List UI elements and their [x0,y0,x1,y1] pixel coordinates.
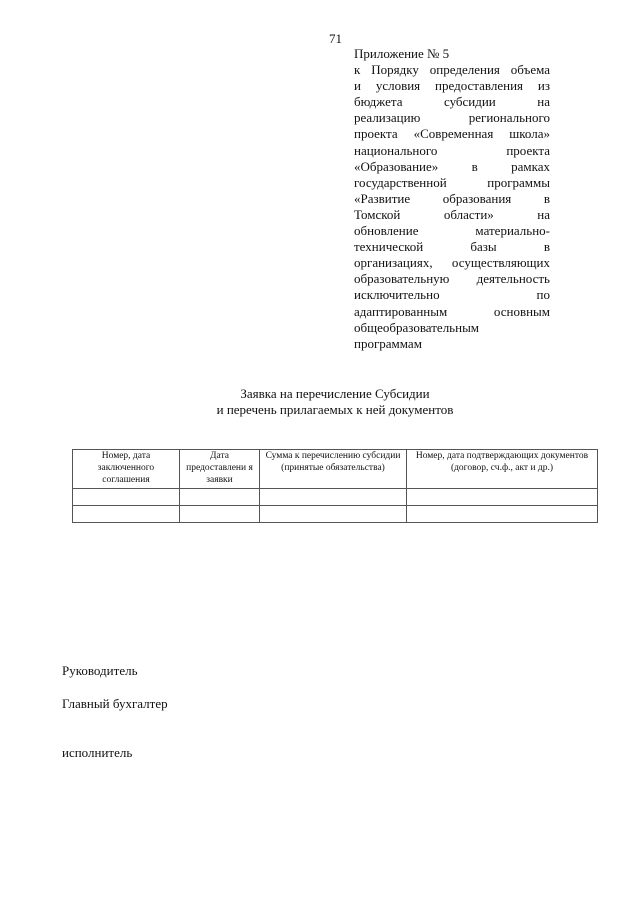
appendix-line: и условия предоставления из [354,78,550,94]
appendix-line: «Развитие образования в [354,190,550,206]
appendix-title: Приложение № 5 [354,46,450,61]
appendix-line: проекта «Современная школа» [354,126,550,142]
appendix-line: общеобразовательным [354,319,480,335]
appendix-line: бюджета субсидии на [354,94,550,110]
col-header-documents: Номер, дата подтверждающих документов (договор, сч.ф., акт и др.) [407,450,598,489]
appendix-line: организациях, осуществляющих [354,255,550,271]
signature-executor: исполнитель [62,745,133,760]
col-header-request-date: Дата предоставлени я заявки [180,450,260,489]
table-row [73,489,598,506]
appendix-line: обновление материально- [354,223,550,239]
heading-line-1: Заявка на перечисление Субсидии [240,386,430,401]
heading-line-2: и перечень прилагаемых к ней документов [216,402,454,417]
document-heading [0,386,640,418]
table-cell [180,489,260,506]
appendix-line: технической базы в [354,239,550,255]
appendix-line: реализацию регионального [354,110,550,126]
table-cell [73,489,180,506]
documents-table [72,449,598,523]
appendix-block [354,46,550,352]
appendix-line: национального проекта [354,142,550,158]
col-header-agreement: Номер, дата заключенного соглашения [73,450,180,489]
table-cell [260,506,407,523]
signature-chief-accountant: Главный бухгалтер [62,696,168,711]
appendix-line: программам [354,335,422,351]
table-cell [407,506,598,523]
col-header-amount: Сумма к перечислению субсидии (принятые обязательства) [260,450,407,489]
appendix-line: Томской области» на [354,206,550,222]
appendix-line: государственной программы [354,174,550,190]
table-header-row [73,450,598,489]
table-cell [260,489,407,506]
table-row [73,506,598,523]
appendix-line: образовательную деятельность [354,271,550,287]
appendix-line: «Образование» в рамках [354,158,550,174]
appendix-line: адаптированным основным [354,303,550,319]
table-cell [407,489,598,506]
table-cell [73,506,180,523]
appendix-line: исключительно по [354,287,550,303]
signature-head: Руководитель [62,663,138,678]
appendix-line: к Порядку определения объема [354,62,550,78]
table-cell [180,506,260,523]
page-number: 71 [329,31,342,46]
